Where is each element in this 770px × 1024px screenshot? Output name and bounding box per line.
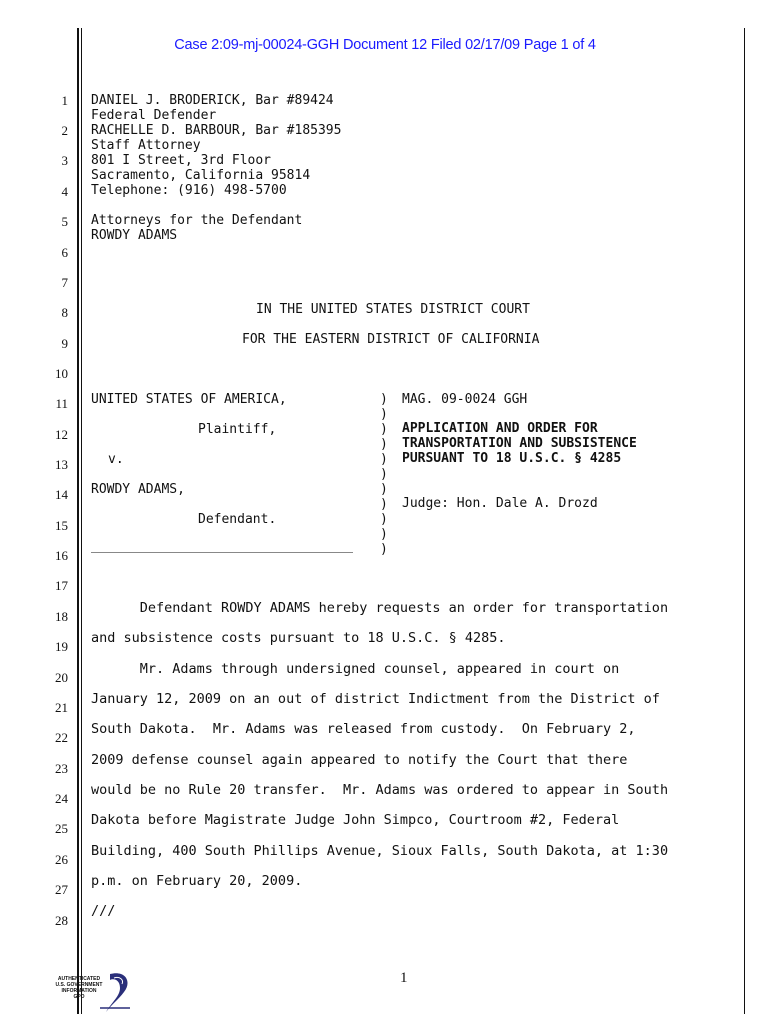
body-line: and subsistence costs pursuant to 18 U.S.C. § 4285.	[91, 630, 506, 646]
line-number: 1	[61, 93, 68, 108]
court-district: FOR THE EASTERN DISTRICT OF CALIFORNIA	[242, 332, 540, 347]
plaintiff-role: Plaintiff,	[198, 422, 277, 437]
attorneys-for-line: Attorneys for the Defendant	[91, 213, 303, 228]
line-number: 3	[61, 153, 68, 168]
body-line: would be no Rule 20 transfer. Mr. Adams was ordered to appear in South	[91, 782, 669, 798]
line-number: 20	[55, 670, 68, 685]
line-number: 15	[55, 518, 68, 533]
attorney-line: DANIEL J. BRODERICK, Bar #89424	[91, 93, 334, 108]
attorney-line: Federal Defender	[91, 108, 217, 123]
caption-paren: )	[380, 437, 388, 452]
document-title-line: TRANSPORTATION AND SUBSISTENCE	[402, 436, 637, 451]
judge-name: Judge: Hon. Dale A. Drozd	[402, 496, 598, 511]
body-line: Dakota before Magistrate Judge John Simpco, Courtroom #2, Federal	[91, 812, 620, 828]
line-number: 13	[55, 457, 68, 472]
body-line: 2009 defense counsel again appeared to notify the Court that there	[91, 752, 628, 768]
line-number: 14	[55, 487, 68, 502]
attorney-line: Staff Attorney	[91, 138, 201, 153]
left-margin-rule-inner	[81, 28, 82, 1014]
line-number: 27	[55, 882, 68, 897]
body-line: Mr. Adams through undersigned counsel, appeared in court on	[91, 661, 620, 677]
attorney-line: RACHELLE D. BARBOUR, Bar #185395	[91, 123, 342, 138]
line-number: 6	[61, 245, 68, 260]
caption-paren: )	[380, 542, 388, 557]
right-margin-rule	[744, 28, 745, 1014]
line-number: 11	[55, 396, 68, 411]
page-number: 1	[400, 970, 408, 986]
caption-paren: )	[380, 452, 388, 467]
defendant-name: ROWDY ADAMS,	[91, 482, 185, 497]
attorney-line: 801 I Street, 3rd Floor	[91, 153, 272, 168]
versus-text: v.	[108, 452, 124, 467]
line-number: 16	[55, 548, 68, 563]
body-line: Building, 400 South Phillips Avenue, Sioux Falls, South Dakota, at 1:30	[91, 843, 669, 859]
document-title-line: PURSUANT TO 18 U.S.C. § 4285	[402, 451, 622, 466]
line-number: 25	[55, 821, 68, 836]
attorneys-for-client: ROWDY ADAMS	[91, 228, 178, 243]
line-number: 22	[55, 730, 68, 745]
document-title-line: APPLICATION AND ORDER FOR	[402, 421, 598, 436]
caption-paren: )	[380, 422, 388, 437]
line-number: 2	[61, 123, 68, 138]
gpo-logo-text: AUTHENTICATED U.S. GOVERNMENT INFORMATION GPO	[55, 976, 103, 1000]
line-number: 5	[61, 214, 68, 229]
caption-paren: )	[380, 407, 388, 422]
left-margin-rule	[77, 28, 79, 1014]
line-number: 12	[55, 427, 68, 442]
plaintiff-name: UNITED STATES OF AMERICA,	[91, 392, 287, 407]
attorney-line: Sacramento, California 95814	[91, 168, 311, 183]
line-number: 18	[55, 609, 68, 624]
case-header: Case 2:09-mj-00024-GGH Document 12 Filed 02/17/09 Page 1 of 4	[174, 37, 596, 53]
caption-paren: )	[380, 392, 388, 407]
body-line: Defendant ROWDY ADAMS hereby requests an order for transportation	[91, 600, 669, 616]
line-number: 24	[55, 791, 68, 806]
line-number: 10	[55, 366, 68, 381]
line-number: 23	[55, 761, 68, 776]
line-number: 9	[61, 336, 68, 351]
line-number: 26	[55, 852, 68, 867]
line-number: 8	[61, 305, 68, 320]
body-line: South Dakota. Mr. Adams was released from custody. On February 2,	[91, 721, 636, 737]
line-number: 4	[61, 184, 68, 199]
caption-paren: )	[380, 512, 388, 527]
body-line: p.m. on February 20, 2009.	[91, 873, 303, 889]
line-number: 17	[55, 578, 68, 593]
court-name: IN THE UNITED STATES DISTRICT COURT	[256, 302, 530, 317]
case-number: MAG. 09-0024 GGH	[402, 392, 528, 407]
caption-underline	[91, 552, 353, 553]
attorney-line: Telephone: (916) 498-5700	[91, 183, 287, 198]
caption-paren: )	[380, 482, 388, 497]
line-number: 7	[61, 275, 68, 290]
body-line: January 12, 2009 on an out of district Indictment from the District of	[91, 691, 660, 707]
defendant-role: Defendant.	[198, 512, 277, 527]
caption-paren: )	[380, 527, 388, 542]
line-number: 19	[55, 639, 68, 654]
line-number: 28	[55, 913, 68, 928]
body-line: ///	[91, 903, 116, 919]
caption-paren: )	[380, 497, 388, 512]
caption-paren: )	[380, 467, 388, 482]
line-number: 21	[55, 700, 68, 715]
